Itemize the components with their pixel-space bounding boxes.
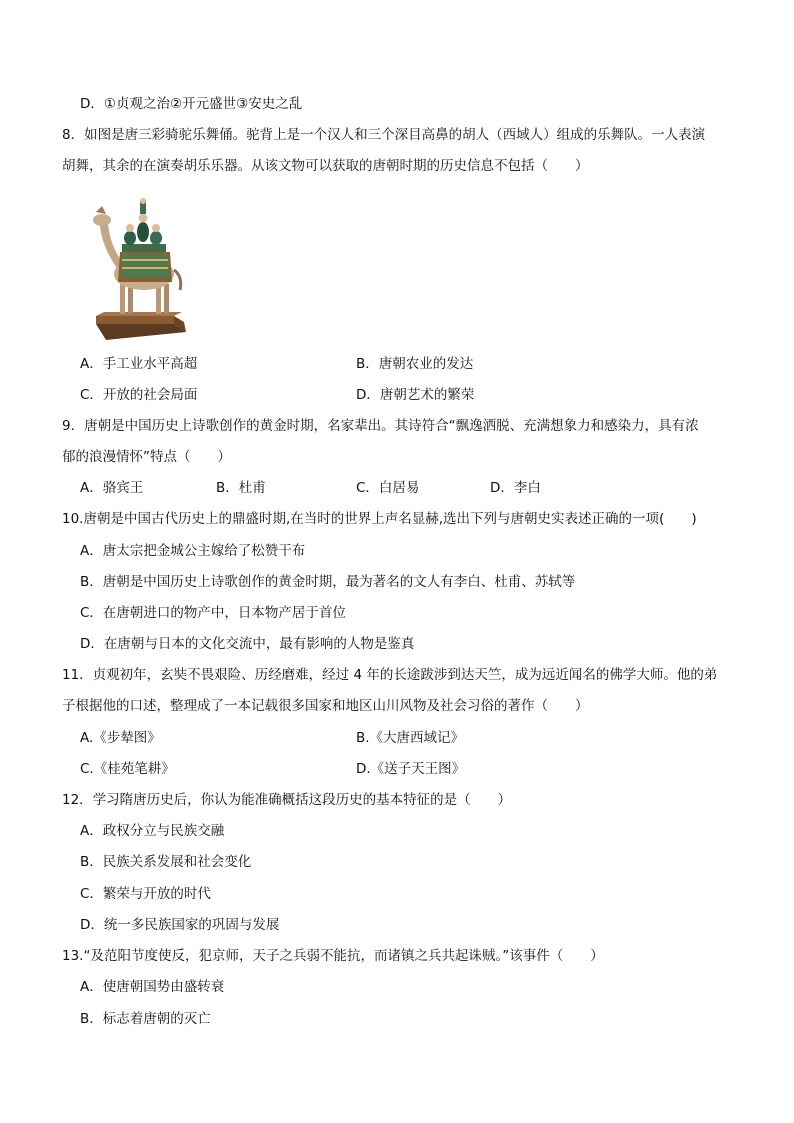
q10-option-a[interactable]: A．唐太宗把金城公主嫁给了松赞干布	[80, 543, 306, 559]
q12-option-d[interactable]: D．统一多民族国家的巩固与发展	[80, 917, 280, 933]
q10-option-c[interactable]: C．在唐朝进口的物产中，日本物产居于首位	[80, 605, 346, 621]
tang-sancai-camel-figure-image	[92, 198, 188, 340]
q10-option-b[interactable]: B．唐朝是中国历史上诗歌创作的黄金时期，最为著名的文人有李白、杜甫、苏轼等	[80, 574, 576, 590]
q12-option-b[interactable]: B．民族关系发展和社会变化	[80, 854, 252, 870]
q8-stem-line1: 8．如图是唐三彩骑驼乐舞俑。驼背上是一个汉人和三个深目高鼻的胡人（西域人）组成的乐舞队。一人表演	[62, 127, 706, 143]
q11-option-d[interactable]: D.《送子天王图》	[356, 761, 466, 777]
q13-stem: 13.“及范阳节度使反，犯京师，天子之兵弱不能抗，而诸镇之兵共起诛贼。”该事件（ ）	[62, 948, 604, 964]
q9-option-b[interactable]: B．杜甫	[216, 480, 266, 496]
q12-stem: 12．学习隋唐历史后，你认为能准确概括这段历史的基本特征的是（ ）	[62, 792, 512, 808]
q8-option-c[interactable]: C．开放的社会局面	[80, 387, 198, 403]
q12-option-a[interactable]: A．政权分立与民族交融	[80, 823, 225, 839]
q9-option-d[interactable]: D．李白	[490, 480, 541, 496]
q13-option-a[interactable]: A．使唐朝国势由盛转衰	[80, 979, 225, 995]
q8-option-d[interactable]: D．唐朝艺术的繁荣	[356, 387, 475, 403]
q8-option-b[interactable]: B．唐朝农业的发达	[356, 356, 474, 372]
q9-stem-line2: 郁的浪漫情怀”特点（ ）	[62, 449, 231, 465]
q13-option-b[interactable]: B．标志着唐朝的灭亡	[80, 1011, 211, 1027]
q7-option-d: D．①贞观之治②开元盛世③安史之乱	[80, 96, 303, 112]
q11-option-b[interactable]: B.《大唐西域记》	[356, 730, 465, 746]
q10-stem: 10.唐朝是中国古代历史上的鼎盛时期,在当时的世界上声名显赫,选出下列与唐朝史实表述正确的一项( )	[62, 511, 697, 527]
q11-stem-line1: 11．贞观初年，玄奘不畏艰险、历经磨难，经过 4 年的长途跋涉到达天竺，成为远近闻名的佛学大师。他的弟	[62, 667, 718, 683]
q8-option-a[interactable]: A．手工业水平高超	[80, 356, 198, 372]
q12-option-c[interactable]: C．繁荣与开放的时代	[80, 886, 211, 902]
q9-stem-line1: 9．唐朝是中国历史上诗歌创作的黄金时期，名家辈出。其诗符合“飘逸洒脱、充满想象力和感染力，具有浓	[62, 418, 699, 434]
q10-option-d[interactable]: D．在唐朝与日本的文化交流中，最有影响的人物是鉴真	[80, 636, 415, 652]
q9-option-a[interactable]: A．骆宾王	[80, 480, 144, 496]
q11-stem-line2: 子根据他的口述，整理成了一本记载很多国家和地区山川风物及社会习俗的著作（ ）	[62, 698, 589, 714]
q11-option-a[interactable]: A.《步辇图》	[80, 730, 161, 746]
q8-stem-line2: 胡舞，其余的在演奏胡乐乐器。从该文物可以获取的唐朝时期的历史信息不包括（ ）	[62, 158, 589, 174]
q9-option-c[interactable]: C．白居易	[356, 480, 420, 496]
q11-option-c[interactable]: C.《桂苑笔耕》	[80, 761, 175, 777]
